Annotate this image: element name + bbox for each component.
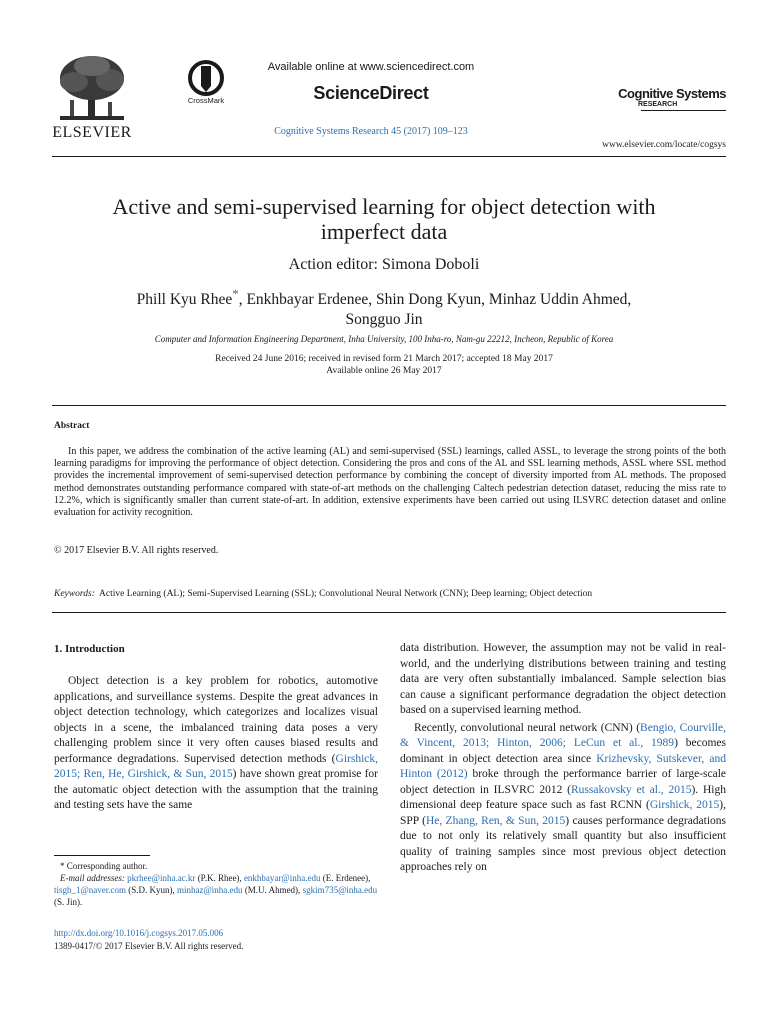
affiliation: Computer and Information Engineering Department, Inha University, 100 Inha-ro, Nam-gu 22212, Incheon, Republic of Korea bbox=[154, 334, 614, 344]
sciencedirect-wordmark: ScienceDirect bbox=[313, 83, 429, 103]
citation-link[interactable]: Krizhevsky, Sutskever, and Hinton (2012) bbox=[400, 752, 727, 780]
text-run: broke through the performance barrier of large-scale object detection in ILSVRC 2012 ( bbox=[400, 768, 727, 796]
title-line-1: Active and semi-supervised learning for object detection with bbox=[112, 194, 656, 219]
email-link[interactable]: sgkim735@inha.edu bbox=[302, 885, 378, 895]
intro-right-column bbox=[400, 641, 726, 876]
authors-line-2: Songguo Jin bbox=[345, 311, 423, 329]
citation-link[interactable]: Bengio, Courville, & Vincent, 2013; Hinton, 2006; LeCun et al., 1989 bbox=[400, 721, 726, 749]
corresponding-author-note: * Corresponding author. bbox=[60, 861, 148, 871]
abstract-body: In this paper, we address the combination of the active learning (AL) and semi-supervised (SSL) learnings, called ASSL, to leverage the strong points of the both learning paradigms for improving the performance of object detection. Considering the pros and cons of the AL and SSL learning methods, ASSL where SSL method provides the incremental improvement of semi-supervised detection performance by combining the concept of diversity imported from AL methods. The proposed method demonstrates outstanding performance compared with state-of-art methods on the challenging Caltech pedestrian detection dataset, reducing the miss rate to 12.2%, which is significantly smaller than current state-of-art. In addition, extensive experiments have been carried out using ILSVRC detection dataset and online evaluation for activity recognition. bbox=[54, 446, 726, 519]
issn-line: 1389-0417/© 2017 Elsevier B.V. All rights reserved. bbox=[54, 941, 244, 951]
keywords bbox=[54, 589, 726, 599]
available-online-text: Available online at www.sciencedirect.com bbox=[267, 61, 475, 73]
email-label: E-mail addresses: bbox=[60, 873, 128, 883]
keywords-text: Active Learning (AL); Semi-Supervised Learning (SSL); Convolutional Neural Network (CNN); Deep learning; Object detection bbox=[99, 589, 593, 599]
title-line-2: imperfect data bbox=[320, 219, 448, 244]
author-first: Phill Kyu Rhee bbox=[136, 291, 233, 309]
email-addresses bbox=[54, 872, 380, 908]
text-run: ) causes performance degradations due to not only its relatively small quantity but also insufficient quality of training samples since most previous object detection approaches rely on bbox=[400, 814, 727, 873]
dates-block bbox=[60, 353, 708, 377]
text-run: ), SPP ( bbox=[400, 799, 727, 827]
authors-rest: , Enkhbayar Erdenee, Shin Dong Kyun, Minhaz Uddin Ahmed, bbox=[238, 291, 632, 309]
intro-right-paragraph-2 bbox=[400, 721, 726, 876]
journal-url[interactable]: www.elsevier.com/locate/cogsys bbox=[602, 140, 726, 150]
citation-link[interactable]: Girshick, 2015; Ren, He, Girshick, & Sun, 2015 bbox=[54, 752, 378, 780]
citation-link[interactable]: Russakovsky et al., 2015 bbox=[570, 783, 692, 796]
publisher-logo-label: ELSEVIER bbox=[52, 124, 132, 141]
abstract-copyright: © 2017 Elsevier B.V. All rights reserved. bbox=[54, 545, 219, 556]
intro-right-paragraph-1: data distribution. However, the assumption may not be valid in real-world, and the underlying distributions between training and testing data are very often substantially imbalanced. Sample selection bias can cause a significant performance degradation the object detection based on a supervised learning method. bbox=[400, 642, 726, 716]
journal-logo-rule bbox=[641, 110, 726, 111]
doi-link[interactable]: http://dx.doi.org/10.1016/j.cogsys.2017.05.006 bbox=[54, 928, 224, 938]
text-run: Object detection is a key problem for robotics, automotive applications, and surveillance systems. Despite the great advances in object detection technology, which categorizes and localizes visual objects in a scene, the imbalanced training data poses a very challenging problem since it very often causes biased results and performance degradations. Supervised detection methods ( bbox=[54, 675, 378, 765]
email-link[interactable]: tisgb_1@naver.com bbox=[54, 885, 127, 895]
journal-reference-link[interactable]: Cognitive Systems Research 45 (2017) 109–123 bbox=[274, 126, 468, 137]
journal-logo-title: Cognitive Systems bbox=[618, 86, 726, 101]
available-date: Available online 26 May 2017 bbox=[326, 366, 442, 376]
author-list bbox=[70, 284, 698, 330]
journal-logo bbox=[616, 86, 726, 108]
abstract-divider bbox=[52, 405, 726, 406]
article-title bbox=[60, 194, 708, 244]
text-run: (E. Erdenee), bbox=[320, 873, 371, 883]
footnote bbox=[54, 860, 380, 908]
keywords-label: Keywords: bbox=[54, 589, 95, 599]
journal-logo-sub: RESEARCH bbox=[638, 101, 678, 108]
email-link[interactable]: pkrhee@inha.ac.kr bbox=[127, 873, 196, 883]
section-heading-introduction: 1. Introduction bbox=[54, 643, 125, 655]
citation-link[interactable]: He, Zhang, Ren, & Sun, 2015 bbox=[425, 814, 566, 827]
corresponding-mark[interactable]: * bbox=[232, 286, 239, 301]
citation-link[interactable]: Girshick, 2015 bbox=[649, 799, 720, 811]
crossmark-label: CrossMark bbox=[187, 96, 225, 105]
text-run: Recently, convolutional neural network (CNN) ( bbox=[414, 721, 641, 734]
text-run: (M.U. Ahmed), bbox=[242, 885, 303, 895]
email-link[interactable]: minhaz@inha.edu bbox=[177, 885, 243, 895]
intro-left-paragraph bbox=[54, 674, 378, 814]
keywords-divider bbox=[52, 612, 726, 613]
abstract-heading: Abstract bbox=[54, 421, 90, 431]
text-run: (S. Jin). bbox=[54, 897, 83, 907]
email-link[interactable]: enkhbayar@inha.edu bbox=[243, 873, 321, 883]
text-run: (S.D. Kyun), bbox=[126, 885, 178, 895]
text-run: ). High dimensional deep feature space such as fast RCNN ( bbox=[400, 783, 726, 811]
footnote-divider bbox=[54, 855, 150, 856]
text-run: ) have shown great promise for the automatic object detection with the assumption that the training and testing sets have the same bbox=[54, 768, 379, 811]
action-editor: Action editor: Simona Doboli bbox=[288, 256, 480, 273]
text-run: ) becomes dominant in object detection area since bbox=[400, 737, 726, 765]
header-divider bbox=[52, 156, 726, 157]
received-dates: Received 24 June 2016; received in revised form 21 March 2017; accepted 18 May 2017 bbox=[215, 354, 553, 364]
text-run: (P.K. Rhee), bbox=[195, 873, 244, 883]
